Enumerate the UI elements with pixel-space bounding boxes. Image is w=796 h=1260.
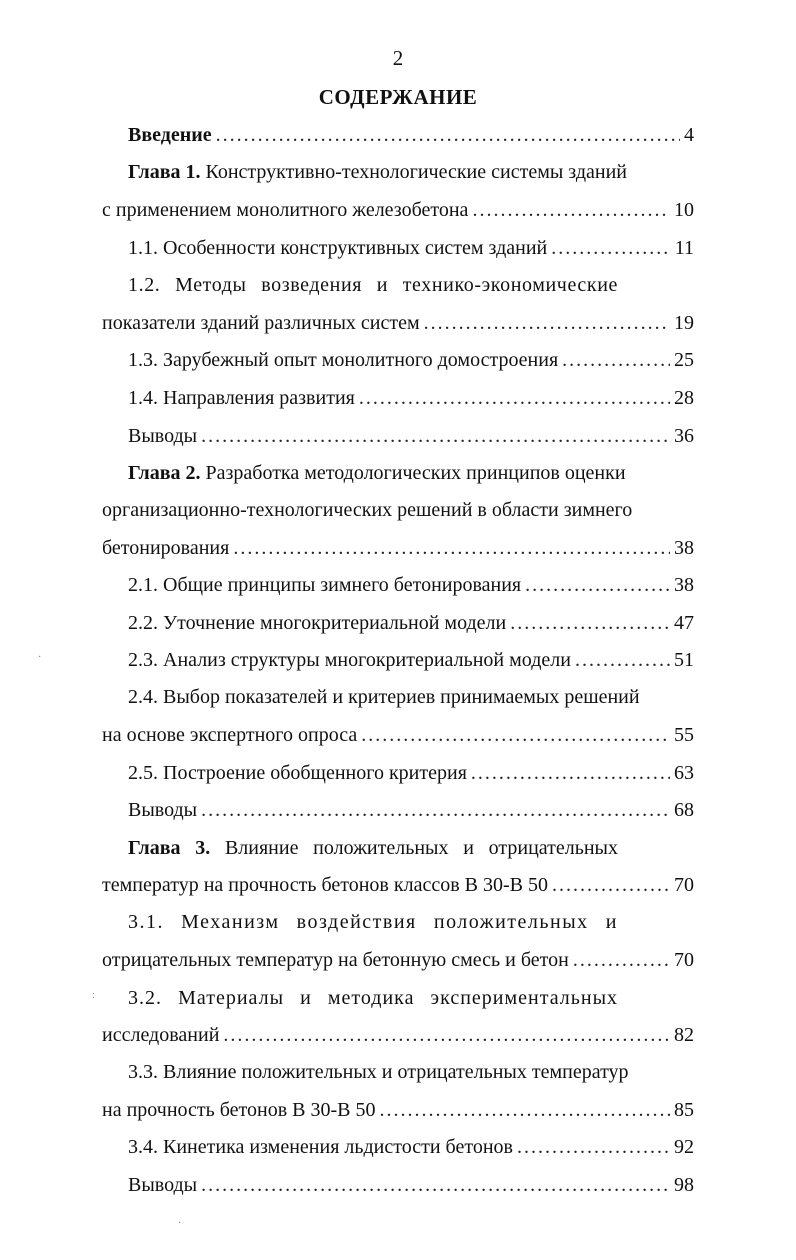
page-title: СОДЕРЖАНИЕ (318, 85, 478, 109)
chapter-label: Глава 2. (128, 462, 201, 484)
toc-label: 2.3. Анализ структуры многокритериальной модели (128, 649, 571, 671)
toc-entry-3-2 (102, 1020, 694, 1050)
toc-page: 36 (674, 425, 694, 447)
toc-label: Выводы (128, 1174, 198, 1196)
toc-label: 2.4. Выбор показателей и критериев принимаемых решений (128, 686, 640, 708)
toc-page: 92 (674, 1136, 694, 1158)
chapter-title: Влияние положительных и отрицательных (224, 837, 618, 859)
toc-page: 10 (674, 199, 694, 221)
toc-chapter-1-heading (128, 157, 694, 187)
toc-page: 19 (674, 312, 694, 334)
toc-page: 38 (674, 537, 694, 559)
toc-page: 47 (674, 612, 694, 634)
toc-page: 63 (674, 762, 694, 784)
toc-entry-3-4 (128, 1132, 694, 1162)
chapter-title-continued: организационно-технологических решений в области зимнего (102, 499, 633, 521)
toc-page: 51 (674, 649, 694, 671)
toc-page: 68 (674, 799, 694, 821)
toc-chapter-2-line-2 (102, 495, 694, 525)
toc-entry-introduction (128, 120, 694, 150)
toc-entry-chapter-1 (102, 195, 694, 225)
chapter-title: Разработка методологических принципов оценки (205, 462, 626, 484)
toc-page: 70 (674, 874, 694, 896)
toc-page: 25 (674, 349, 694, 371)
toc-label: исследований (102, 1024, 220, 1046)
toc-label: 1.3. Зарубежный опыт монолитного домостроения (128, 349, 559, 371)
toc-page: 28 (674, 387, 694, 409)
toc-label: на основе экспертного опроса (102, 724, 358, 746)
toc-label: 1.1. Особенности конструктивных систем зданий (128, 237, 548, 259)
toc-entry-1-1 (128, 233, 694, 263)
toc-label: Введение (128, 124, 212, 146)
toc-label: 2.2. Уточнение многокритериальной модели (128, 612, 507, 634)
toc-label: 3.4. Кинетика изменения льдистости бетонов (128, 1136, 513, 1158)
toc-entry-3-3 (102, 1095, 694, 1125)
toc-page: 82 (674, 1024, 694, 1046)
toc-label: 1.2. Методы возведения и технико-экономические (128, 274, 618, 296)
toc-entry-1-2 (102, 308, 694, 338)
toc-page: 98 (674, 1174, 694, 1196)
toc-label: 3.3. Влияние положительных и отрицательных температур (128, 1061, 629, 1083)
toc-entry-3-3-first-line (128, 1057, 694, 1087)
toc-label: на прочность бетонов В 30-В 50 (102, 1099, 376, 1121)
toc-entry-2-2 (128, 608, 694, 638)
toc-entry-2-4 (102, 720, 694, 750)
toc-page: 85 (674, 1099, 694, 1121)
toc-label: 3.1. Механизм воздействия положительных и (128, 911, 618, 933)
toc-page: 70 (674, 949, 694, 971)
scan-speck: · (38, 652, 42, 663)
toc-entry-2-1 (128, 570, 694, 600)
toc-entry-2-3 (128, 645, 694, 675)
toc-entry-3-1 (102, 945, 694, 975)
toc-entry-2-5 (128, 758, 694, 788)
toc-entry-3-2-first-line (128, 983, 618, 1013)
scan-speck: : (92, 990, 95, 1001)
toc-entry-1-2-first-line (128, 270, 618, 300)
toc-entry-chapter-3 (102, 870, 694, 900)
toc-page: 55 (674, 724, 694, 746)
toc-entry-conclusions-3 (128, 1170, 694, 1200)
toc-label: 3.2. Материалы и методика экспериментальных (128, 987, 618, 1009)
chapter-label: Глава 3. (128, 837, 211, 859)
toc-label: Выводы (128, 799, 198, 821)
toc-label: 2.5. Построение обобщенного критерия (128, 762, 467, 784)
toc-entry-conclusions-2 (128, 795, 694, 825)
toc-label: 1.4. Направления развития (128, 387, 355, 409)
toc-entry-3-1-first-line (128, 907, 618, 937)
toc-page: 4 (684, 124, 694, 146)
chapter-title: Конструктивно-технологические системы зданий (205, 161, 628, 183)
toc-entry-chapter-2 (102, 533, 694, 563)
scan-speck: · (178, 1218, 182, 1229)
toc-chapter-3-heading (128, 833, 618, 863)
toc-label: Выводы (128, 425, 198, 447)
toc-label: показатели зданий различных систем (102, 312, 420, 334)
toc-label: 2.1. Общие принципы зимнего бетонирования (128, 574, 522, 596)
toc-label: отрицательных температур на бетонную смесь и бетон (102, 949, 569, 971)
toc-page: 11 (674, 237, 694, 259)
toc-entry-2-4-first-line (128, 682, 694, 712)
toc-chapter-2-heading (128, 458, 694, 488)
toc-label: температур на прочность бетонов классов В 30-В 50 (102, 874, 548, 896)
toc-entry-conclusions-1 (128, 421, 694, 451)
toc-label: с применением монолитного железобетона (102, 199, 469, 221)
page-number: 2 (392, 46, 404, 70)
toc-entry-1-4 (128, 383, 694, 413)
chapter-label: Глава 1. (128, 161, 201, 183)
toc-label: бетонирования (102, 537, 230, 559)
toc-page: 38 (674, 574, 694, 596)
toc-entry-1-3 (128, 345, 694, 375)
